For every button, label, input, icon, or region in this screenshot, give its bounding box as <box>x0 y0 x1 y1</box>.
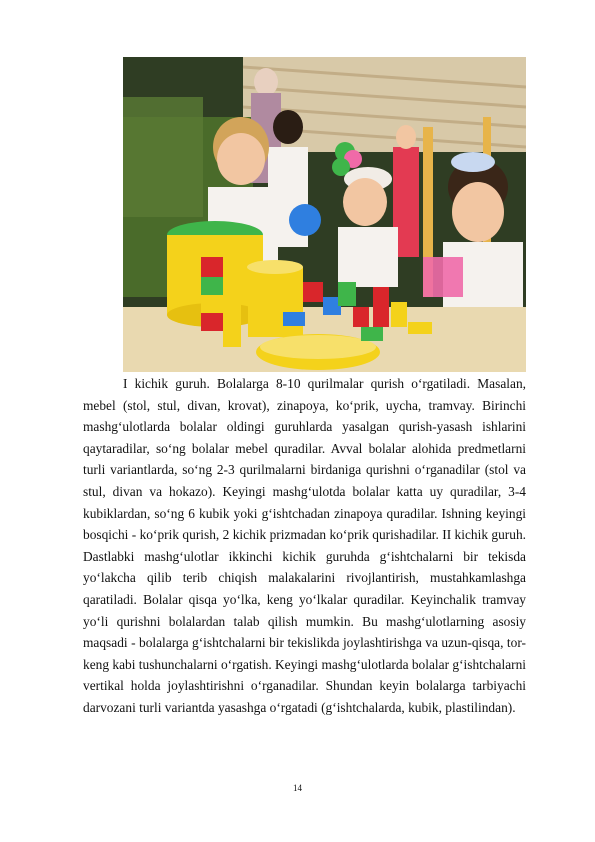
page-number: 14 <box>293 783 302 793</box>
children-building-blocks-photo <box>123 57 526 372</box>
photo-illustration <box>123 57 526 372</box>
body-paragraph-text: I kichik guruh. Bolalarga 8-10 qurilmalar qurish o‘rgatiladi. Masalan, mebel (stol, stul, divan, krovat), zinapoya, ko‘prik, uycha, tramvay. Birinchi mashg‘ulotlarda bolalar oldingi guruhlarda yasalgan qurish-yasash ishlarini qaytaradilar, so‘ng bolalar mebel quradilar. Avval bolalar alohida predmetlarni turli variantlarda, so‘ng 2-3 qurilmalarni birdaniga qurishni o‘rganadilar (stol va stul, divan va hokazo). Keyingi mashg‘ulotda bolalar katta uy quradilar, 3-4 kubiklardan, so‘ng 6 kubik yoki g‘ishtchadan zinapoya quradilar. Ishning keyingi bosqichi - ko‘prik qurish, 2 kichik prizmadan ko‘prik qurishadilar. II kichik guruh. Dastlabki mashg‘ulotlar ikkinchi kichik guruhda g‘ishtchalarni bir tekisda yo‘lakcha qilib terib chiqish malakalarini rivojlantirish, mustahkamlashga qaratiladi. Bolalar qisqa yo‘lka, keng yo‘lkalar quradilar. Keyinchalik tramvay yo‘li qurishni bolalardan talab qilish mumkin. Bu mashg‘ulotlarning asosiy maqsadi - bolalarga g‘ishtchalarni bir tekislikda joylashtirishga va uzun-qisqa, tor-keng kabi tushunchalarni o‘rgatish. Keyingi mashg‘ulotlarda bolalar g‘ishtchalarni vertikal holda joylashtirishni o‘rganadilar. Shundan keyin bolalarga tarbiyachi darvozani turli variantda yasashga o‘rgatadi (g‘ishtchalarda, kubik, plastilindan). <box>83 376 527 715</box>
body-paragraph <box>83 373 526 719</box>
